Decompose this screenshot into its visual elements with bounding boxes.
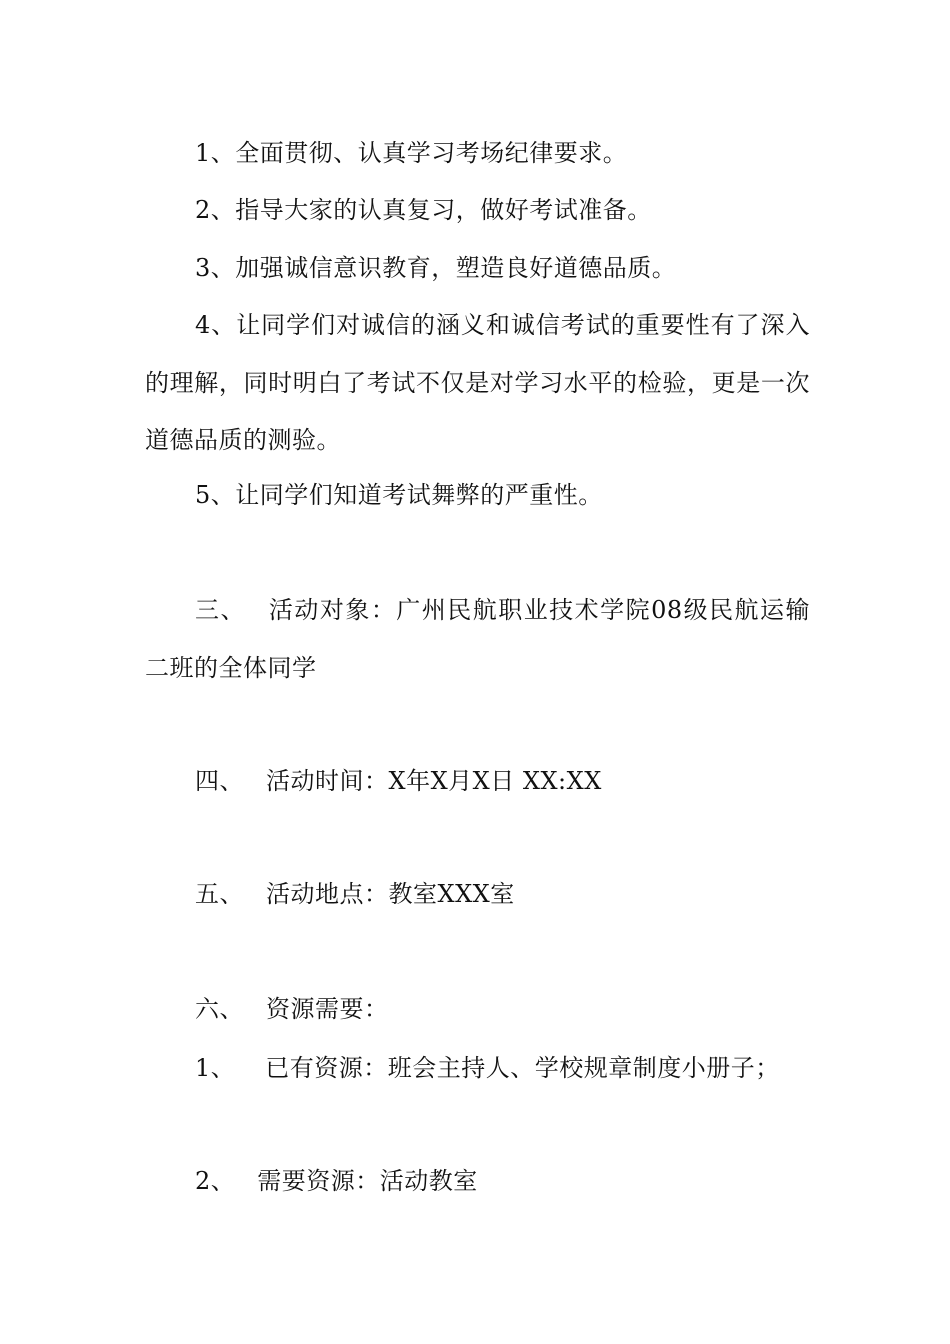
goal-item-3: 3、加强诚信意识教育，塑造良好道德品质。	[195, 254, 677, 282]
resource-1-number: 1、	[195, 1054, 236, 1082]
goal-item-4: 4、让同学们对诚信的涵义和诚信考试的重要性有了深入的理解，同时明白了考试不仅是对学习水平的检验，更是一次道德品质的测验。	[145, 311, 810, 454]
section-6-number: 六、	[195, 995, 244, 1023]
section-4-text: 活动时间：X年X月X日 XX:XX	[266, 767, 602, 795]
section-3-paragraph	[145, 582, 810, 697]
resource-1-text: 已有资源：班会主持人、学校规章制度小册子；	[265, 1054, 780, 1082]
resource-item-1	[195, 1052, 780, 1084]
resource-2-number: 2、	[195, 1167, 236, 1195]
goal-item-5: 5、让同学们知道考试舞弊的严重性。	[195, 481, 603, 509]
section-5-text: 活动地点：教室XXX室	[266, 880, 515, 908]
section-6-heading	[195, 993, 389, 1025]
goal-item-2: 2、指导大家的认真复习，做好考试准备。	[195, 196, 652, 224]
section-4-number: 四、	[195, 767, 244, 795]
resource-2-text: 需要资源：活动教室	[257, 1167, 478, 1195]
section-5-number: 五、	[195, 880, 244, 908]
section-4-heading	[195, 765, 602, 797]
resource-item-2	[195, 1165, 478, 1197]
goal-item-1: 1、全面贯彻、认真学习考场纪律要求。	[195, 139, 628, 167]
section-3-text: 活动对象：广州民航职业技术学院08级民航运输二班的全体同学	[145, 596, 810, 682]
section-5-heading	[195, 878, 515, 910]
section-6-text: 资源需要：	[266, 995, 389, 1023]
section-3-number: 三、	[195, 596, 246, 624]
